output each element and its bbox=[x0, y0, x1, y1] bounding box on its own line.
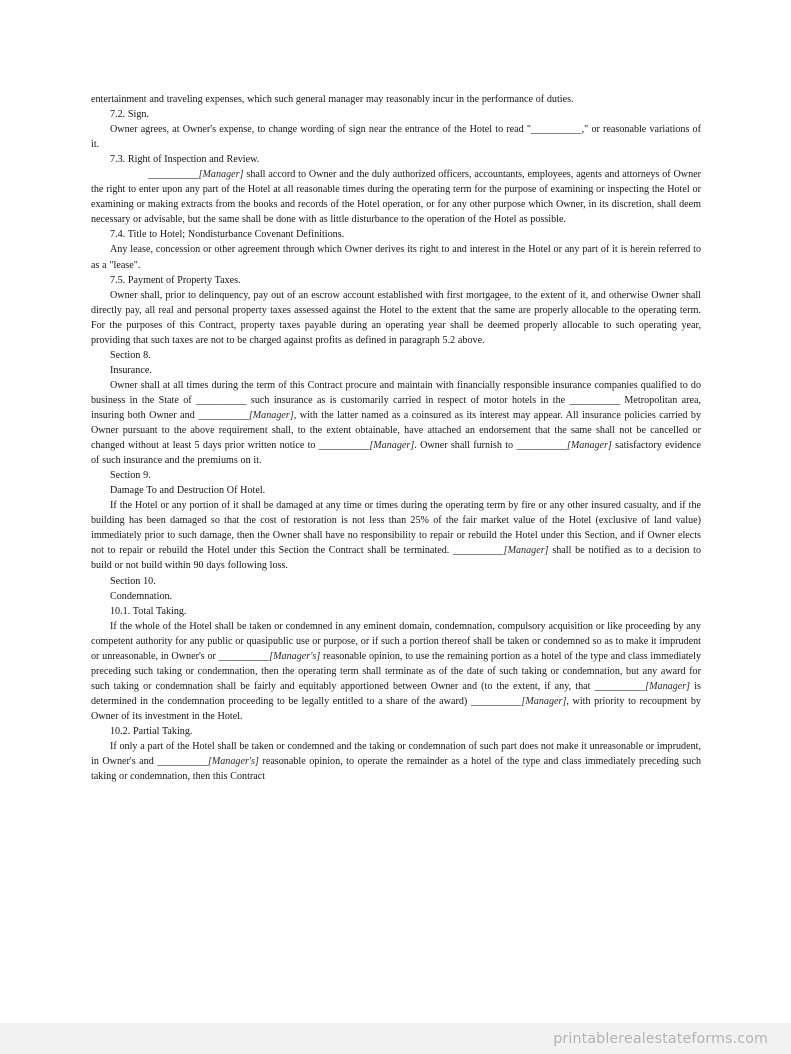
paragraph-p11: Insurance. bbox=[110, 364, 152, 376]
manager-placeholder: [Manager] bbox=[503, 545, 549, 557]
manager-placeholder: [Manager] bbox=[248, 409, 294, 421]
run-text: shall accord to Owner and the duly authorized officers, accountants, employees, agents and attorneys of Owner the right to enter upon any part of the Hotel at all reasonable times during the operating term for the purpose of examining or inspecting the Hotel or examining or making extracts from the books and records of the Hotel operation, or for any other purpose which Owner, in its discretion, shall deem necessary or advisable, but the same shall be done with as little disturbance to the operation of the Hotel as possible. bbox=[91, 169, 701, 226]
run-text: . Owner shall furnish to __________ bbox=[414, 440, 567, 452]
run-text: reasonable opinion, to operate the remainder as a hotel of the type and class immediately preceding such taking or condemnation, then this Contract bbox=[91, 756, 702, 783]
run-text: If the whole of the Hotel shall be taken or condemned in any eminent domain, condemnation, compulsory acquisition or like proceeding by any competent authority for any public or quasipublic use or purpose, or if such a portion thereof shall be taken or condemned so as to make it imprudent or unreasonable, in Owner's or __________ bbox=[91, 620, 701, 662]
run-text: If only a part of the Hotel shall be taken or condemned and the taking or condemnation of such part does not make it unreasonable or imprudent, in Owner's and __________ bbox=[91, 741, 701, 768]
footer-watermark-band bbox=[0, 1023, 791, 1054]
paragraph-p6: 7.4. Title to Hotel; Nondisturbance Covenant Definitions. bbox=[110, 229, 345, 241]
run-text: If the Hotel or any portion of it shall be damaged at any time or times during the operating term by fire or any other insured casualty, and if the building has been damaged so that the cost of restoration is not less than 25% of the fair market value of the Hotel (exclusive of land value) immediately prior to such damage, then the Owner shall have no responsibility to repair or rebuild the Hotel under this Section, and if Owner elects not to repair or rebuild the Hotel under this Section the Contract shall be terminated. __________ bbox=[91, 500, 701, 557]
paragraph-p15 bbox=[91, 498, 701, 573]
run-text: , with the latter named as a coinsured as its interest may appear. All insurance policies carried by Owner pursuant to the above requirement shall, to the extent obtainable, have attached an endorsement that the same shall not be cancelled or changed without at least 5 days prior written notice to __________ bbox=[91, 409, 702, 452]
paragraph-p17: Condemnation. bbox=[110, 590, 173, 602]
paragraph-p5 bbox=[91, 167, 701, 227]
paragraph-p2: 7.2. Sign. bbox=[110, 109, 149, 121]
paragraph-p4: 7.3. Right of Inspection and Review. bbox=[110, 154, 260, 166]
manager-placeholder: [Manager] bbox=[521, 695, 567, 707]
document-body bbox=[91, 92, 701, 784]
run-text: satisfactory evidence of such insurance and the premiums on it. bbox=[91, 440, 702, 467]
paragraph-p12 bbox=[91, 378, 701, 468]
paragraph-p9: Owner shall, prior to delinquency, pay out of an escrow account established with first mortgagee, to the extent of it, and otherwise Owner shall directly pay, all real and personal property taxes assessed against the Hotel to the extent that the same are properly allocable to the operating term. For the purposes of this Contract, property taxes payable during an operating year shall be deemed properly allocable to such operating year, providing that such taxes are not to be charged against profits as defined in paragraph 5.2 above. bbox=[91, 289, 701, 346]
run-text: __________ bbox=[148, 169, 199, 181]
paragraph-p7: Any lease, concession or other agreement through which Owner derives its right to and interest in the Hotel or any part of it is herein referred to as a "lease". bbox=[91, 244, 701, 271]
manager-placeholder: [Manager] bbox=[369, 440, 415, 452]
paragraph-p19 bbox=[91, 619, 701, 724]
site-watermark: printablerealestateforms.com bbox=[553, 1031, 768, 1047]
manager-placeholder: [Manager] bbox=[645, 680, 691, 692]
run-text: Owner shall at all times during the term of this Contract procure and maintain with financially responsible insurance companies qualified to do business in the State of __________ such insurance as is customarily carried in respect of motor hotels in the __________ Metropolitan area, insuring both Owner and __________ bbox=[91, 379, 701, 421]
paragraph-p13: Section 9. bbox=[110, 470, 151, 482]
manager-placeholder: [Manager] bbox=[198, 169, 244, 181]
paragraph-p14: Damage To and Destruction Of Hotel. bbox=[110, 485, 266, 497]
manager-placeholder: [Manager] bbox=[566, 440, 612, 452]
paragraph-p1: entertainment and traveling expenses, which such general manager may reasonably incur in the performance of duties. bbox=[91, 94, 574, 105]
paragraph-p8: 7.5. Payment of Property Taxes. bbox=[110, 274, 241, 286]
manager-placeholder: [Manager's] bbox=[269, 650, 321, 662]
run-text: is determined in the condemnation proceeding to be legally entitled to a share of the award) __________ bbox=[91, 680, 701, 707]
paragraph-p3: Owner agrees, at Owner's expense, to change wording of sign near the entrance of the Hotel to read "__________," or reasonable variations of it. bbox=[91, 124, 701, 151]
paragraph-p16: Section 10. bbox=[110, 575, 156, 587]
paragraph-p18: 10.1. Total Taking. bbox=[110, 605, 187, 617]
paragraph-p20: 10.2. Partial Taking. bbox=[110, 725, 193, 737]
run-text: shall be notified as to a decision to build or not build within 90 days following loss. bbox=[91, 545, 701, 572]
manager-placeholder: [Manager's] bbox=[207, 756, 259, 768]
paragraph-p10: Section 8. bbox=[110, 349, 151, 361]
run-text: reasonable opinion, to use the remaining portion as a hotel of the type and class immediately preceding such taking or condemnation, then the operating term shall terminate as of the date of such taking or condemnation, but any award for such taking or condemnation shall be fairly and equitably apportioned between Owner and (to the extent, if any, that __________ bbox=[91, 650, 701, 692]
run-text: , with priority to recoupment by Owner of its investment in the Hotel. bbox=[91, 695, 701, 722]
paragraph-p21 bbox=[91, 739, 701, 784]
